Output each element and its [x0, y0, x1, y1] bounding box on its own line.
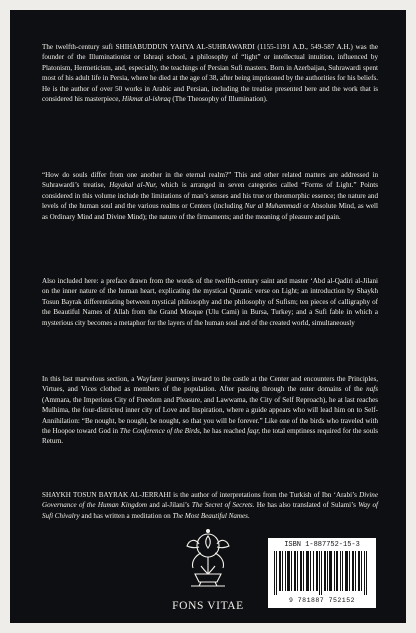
contents-paragraph: Also included here: a preface drawn from the words of the twelfth-century saint and master ‘Abd al-Qadiri al-Jilani on the inner nature of the human heart, explicating the mystical Quranic verse on Light; an introduction by Shaykh Tosun Bayrak differentiating between mystical philosophy and the philosophy of Sufism; ten pieces of calligraphy of the Beautiful Names of Allah from the Grand Mosque (Ulu Cami) in Bursa, Turkey; and a Sufi fable in which a mysterious city becomes a metaphor for the layers of the human soul and of the created world, simultaneously — [42, 277, 378, 327]
isbn-label: ISBN 1-887752-15-3 — [284, 541, 360, 549]
barcode-bars — [274, 551, 370, 595]
fountain-tree-emblem-icon — [179, 526, 237, 594]
back-cover — [10, 10, 406, 623]
treatise-paragraph: “How do souls differ from one another in the eternal realm?” This and other related matters are addressed in Suhrawardi’s treatise, Hayakal al-Nur, which is arranged in seven categories called “Forms of Light.” Points considered in this volume include the limitations of man’s senses and his true or theomorphic essence; the nature and levels of the human soul and the various realms or Centers (including Nur al Muhammadi or Absolute Mind, as well as Ordinary Mind and Divine Mind); the nature of the firmaments; and the meaning of pleasure and pain. — [42, 171, 378, 221]
barcode-digits: 9 781887 752152 — [288, 597, 355, 604]
fable-paragraph: In this last marvelous section, a Wayfarer journeys inward to the castle at the Center and encounters the Principles, Virtues, and Vices clothed as members of the population. After passing through the outer domains of the nafs (Ammara, the Imperious City of Freedom and Pleasure, and Lawwama, the City of Self Reproach), he at last reaches Mulhima, the four-districted inner city of Love and Inspiration, where a guide appears who will lead him on to Self-Annihilation: “Be nought, be nought, be nought, so that you will be forever.” Like one of the birds who traveled with the Hoopoe toward God in The Conference of the Birds, he has reached faqr, the total emptiness required for the souls Return. — [42, 375, 378, 446]
barcode — [268, 538, 376, 608]
publisher-name: FONS VITAE — [172, 600, 244, 612]
translator-bio-paragraph: SHAYKH TOSUN BAYRAK AL-JERRAHI is the author of interpretations from the Turkish of Ibn ‘Arabi’s Divine Governance of the Human Kingdom and al-Jilani’s The Secret of Secrets. He has also translated of Sulami’s Way of Sufi Chivalry and has written a meditation on The Most Beautiful Names. — [42, 491, 379, 520]
author-bio-paragraph: The twelfth-century sufi SHIHABUDDUN YAHYA AL-SUHRAWARDI (1155-1191 A.D., 549-587 A.H.) was the founder of the Illuminationist or Ishraqi school, a philosophy of “light” or intellectual intuition, influenced by Platonism, Hermeticism, and, especially, the teachings of Persian Sufi masters. Born in Azerbaijan, Suhrawardi spent most of his adult life in Persia, where he died at the age of 38, after being imprisoned by the authorities for his beliefs. He is the author of over 50 works in Arabic and Persian, including the treatise presented here and the work that is considered his masterpiece, Hikmat al-ishraq (The Theosophy of Illumination). — [42, 43, 378, 104]
